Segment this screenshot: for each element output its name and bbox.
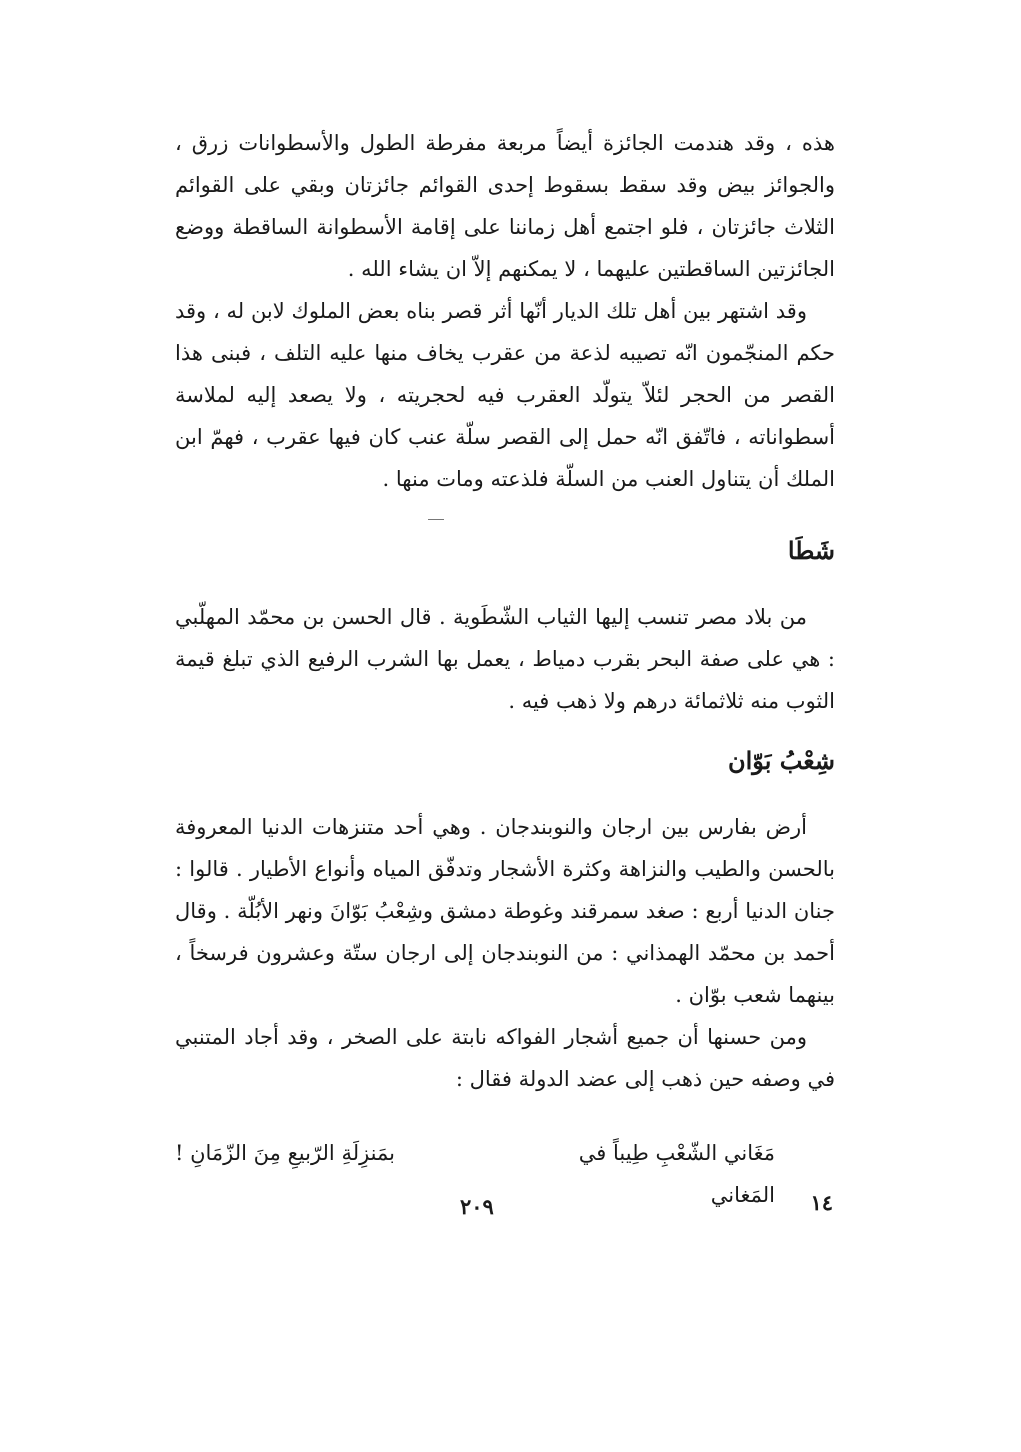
text-section-bawwan xyxy=(175,806,835,1100)
paragraph-shata: من بلاد مصر تنسب إليها الثياب الشّطَوية . قال الحسن بن محمّد المهلّبي : هي على صفة البحر بقرب دمياط ، يعمل بها الشرب الرفيع الذي تبلغ قيمة الثوب منه ثلاثمائة درهم ولا ذهب فيه . xyxy=(175,605,835,713)
entry-heading-shata: شَطَا xyxy=(787,536,835,565)
paragraph-qasr-legend: وقد اشتهر بين أهل تلك الديار أنّها أثر قصر بناه بعض الملوك لابن له ، وقد حكم المنجّمون انّه تصيبه لذعة من عقرب يخاف منها عليه التلف ، فبنى هذا القصر من الحجر لئلاّ يتولّد العقرب فيه لحجريته ، ولا يصعد إليه لملاسة أسطواناته ، فاتّفق انّه حمل إلى القصر سلّة عنب كان فيها عقرب ، فهمّ ابن الملك أن يتناول العنب من السلّة فلذعته ومات منها . xyxy=(175,299,835,491)
verse-second-hemistich: بمَنزِلَةِ الرّبيعِ مِنَ الزّمَانِ ! xyxy=(175,1141,396,1165)
signature-number: ١٤ xyxy=(810,1190,833,1215)
verse-first-hemistich: مَغَاني الشّعْبِ طِيباً في المَغاني xyxy=(578,1141,775,1207)
text-section-qasr xyxy=(175,122,835,500)
paragraph-jaizah: هذه ، وقد هندمت الجائزة أيضاً مربعة مفرطة الطول والأسطوانات زرق ، والجوائز بيض وقد سقط بسقوط إحدى القوائم جائزتان وبقي على القوائم الثلاث جائزتان ، فلو اجتمع أهل زماننا على إقامة الأسطوانة الساقطة ووضع الجائزتين الساقطتين عليهما ، لا يمكنهم إلاّ ان يشاء الله . xyxy=(175,131,835,281)
page-number: ٢٠٩ xyxy=(460,1194,494,1219)
poetry-verse xyxy=(175,1132,835,1216)
paragraph-bawwan-mutanabbi: ومن حسنها أن جميع أشجار الفواكه نابتة على الصخر ، وقد أجاد المتنبي في وصفه حين ذهب إلى عضد الدولة فقال : xyxy=(175,1025,835,1091)
paragraph-bawwan-description: أرض بفارس بين ارجان والنوبندجان . وهي أحد متنزهات الدنيا المعروفة بالحسن والطيب والنزاهة وكثرة الأشجار وتدفّق المياه وأنواع الأطيار . قالوا : جنان الدنيا أربع : صغد سمرقند وغوطة دمشق وشِعْبُ بَوّانَ ونهر الأبُلّة . وقال أحمد بن محمّد الهمذاني : من النوبندجان إلى ارجان ستّة وعشرون فرسخاً ، بينهما شعب بوّان . xyxy=(175,815,835,1007)
text-section-shata xyxy=(175,596,835,722)
divider-mark xyxy=(428,519,444,520)
entry-heading-shib-bawwan: شِعْبُ بَوّان xyxy=(728,746,835,775)
